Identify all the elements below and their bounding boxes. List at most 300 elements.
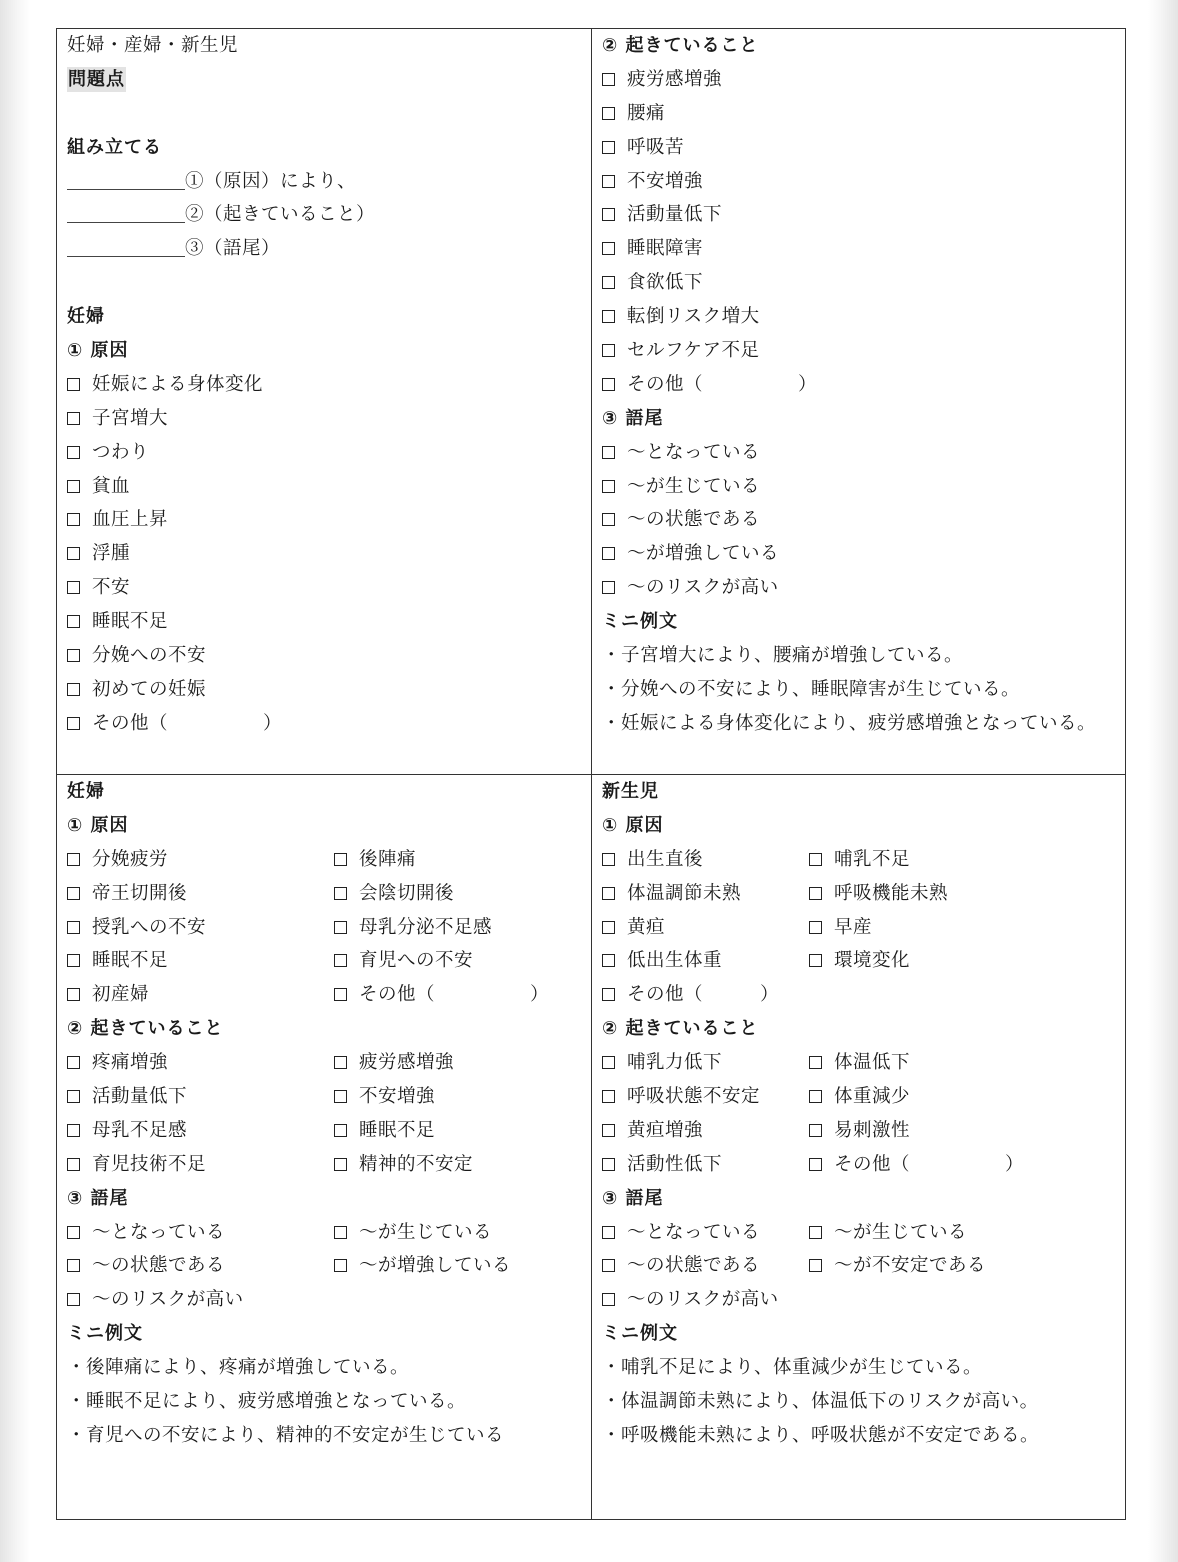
checkbox-label: セルフケア不足 (627, 340, 760, 362)
checkbox-item[interactable] (67, 679, 206, 700)
checkbox-label: 〜のリスクが高い (627, 577, 779, 599)
checkbox-icon[interactable] (809, 887, 822, 900)
checkbox-label: 育児技術不足 (92, 1153, 207, 1175)
checkbox-icon[interactable] (602, 446, 615, 459)
list-column (602, 1046, 809, 1080)
checkbox-item[interactable] (334, 849, 416, 870)
list-row (602, 877, 1126, 911)
checkbox-item[interactable] (67, 1289, 244, 1310)
list-column (334, 944, 473, 978)
list-column (67, 843, 334, 877)
checkbox-item[interactable] (809, 849, 910, 870)
assemble-title: 組み立てる (67, 136, 162, 158)
checkbox-item[interactable] (67, 577, 130, 598)
checkbox-label: 精神的不安定 (359, 1153, 474, 1175)
list-item (602, 334, 1126, 368)
list-item (602, 232, 1126, 266)
list-row (67, 944, 591, 978)
template-line: ②（起きていること） (67, 198, 591, 232)
checkbox-item[interactable] (602, 238, 703, 259)
checkbox-icon[interactable] (67, 1158, 80, 1171)
checkbox-icon[interactable] (67, 988, 80, 1001)
list-column (602, 978, 809, 1012)
checkbox-item[interactable] (67, 984, 149, 1005)
checkbox-icon[interactable] (67, 513, 80, 526)
checkbox-icon[interactable] (602, 378, 615, 391)
checkbox-item[interactable] (334, 1052, 454, 1073)
checkbox-icon[interactable] (67, 378, 80, 391)
list-row (602, 1148, 1126, 1182)
list-row (602, 1216, 1126, 1250)
checkbox-icon[interactable] (334, 921, 347, 934)
happen-title: ② 起きていること (602, 35, 759, 56)
checkbox-icon[interactable] (602, 921, 615, 934)
list-item (67, 368, 591, 402)
checkbox-item[interactable] (334, 1120, 435, 1141)
checkbox-item[interactable] (602, 1086, 760, 1107)
checkbox-item[interactable] (809, 1154, 1024, 1175)
checkbox-label: 〜のリスクが高い (92, 1289, 244, 1311)
cause-title: ① 原因 (67, 814, 129, 836)
checkbox-item[interactable] (602, 1289, 779, 1310)
checkbox-item[interactable] (67, 849, 168, 870)
checkbox-label: その他（ ） (834, 1153, 1025, 1175)
checkbox-label: 睡眠不足 (92, 950, 169, 972)
checkbox-item[interactable] (602, 340, 759, 361)
checkbox-item[interactable] (334, 984, 549, 1005)
list-row (67, 1148, 591, 1182)
checkbox-icon[interactable] (67, 615, 80, 628)
checkbox-item[interactable] (602, 171, 703, 192)
checkbox-icon[interactable] (602, 1259, 615, 1272)
checkbox-icon[interactable] (809, 1259, 822, 1272)
checkbox-icon[interactable] (602, 242, 615, 255)
checkbox-icon[interactable] (602, 547, 615, 560)
checkbox-label: 〜となっている (627, 1221, 761, 1243)
list-column (334, 978, 549, 1012)
checkbox-label: 易刺激性 (834, 1119, 911, 1141)
checkbox-label: 体重減少 (834, 1086, 911, 1108)
list-item (67, 537, 591, 571)
list-column (334, 1046, 454, 1080)
checkbox-item[interactable] (602, 883, 741, 904)
ending-title: ③ 語尾 (602, 407, 664, 429)
checkbox-icon[interactable] (334, 1124, 347, 1137)
checkbox-label: 疲労感増強 (627, 68, 723, 90)
list-column (67, 877, 334, 911)
checkbox-label: 環境変化 (834, 950, 911, 972)
list-column (602, 1148, 809, 1182)
checkbox-item[interactable] (602, 1120, 703, 1141)
checkbox-item[interactable] (67, 645, 206, 666)
checkbox-item[interactable] (334, 950, 473, 971)
checkbox-icon[interactable] (602, 107, 615, 120)
checkbox-item[interactable] (602, 917, 665, 938)
checkbox-item[interactable] (602, 543, 779, 564)
checkbox-icon[interactable] (602, 1226, 615, 1239)
section-title: 妊婦 (67, 781, 105, 802)
list-item (602, 470, 1126, 504)
page-shadow-right (1148, 0, 1178, 1562)
list-column (602, 1283, 809, 1317)
checkbox-item[interactable] (67, 476, 130, 497)
checkbox-item[interactable] (67, 374, 263, 395)
list-column (67, 1114, 334, 1148)
checkbox-icon[interactable] (334, 954, 347, 967)
example-sentence: ・後陣痛により、疼痛が増強している。 (67, 1357, 410, 1379)
checkbox-label: 貧血 (92, 475, 131, 497)
checkbox-item[interactable] (602, 204, 722, 225)
list-column (334, 1114, 435, 1148)
checkbox-label: 〜のリスクが高い (627, 1289, 779, 1311)
checkbox-label: 〜の状態である (627, 509, 761, 531)
checkbox-item[interactable] (602, 1222, 760, 1243)
template-line: ③（語尾） (67, 232, 591, 266)
checkbox-item[interactable] (809, 950, 910, 971)
checkbox-label: 睡眠不足 (359, 1119, 436, 1141)
checkbox-label: 不安増強 (627, 170, 704, 192)
list-row (602, 1046, 1126, 1080)
cell-top-left (57, 29, 591, 774)
list-row (602, 1080, 1126, 1114)
checkbox-icon[interactable] (67, 581, 80, 594)
list-column (67, 1249, 334, 1283)
example-sentence: ・睡眠不足により、疲労感増強となっている。 (67, 1391, 467, 1413)
list-item (602, 131, 1126, 165)
checkbox-icon[interactable] (67, 1124, 80, 1137)
checkbox-label: 〜が増強している (627, 543, 780, 565)
checkbox-label: 育児への不安 (359, 950, 474, 972)
checkbox-label: 睡眠障害 (627, 238, 704, 260)
checkbox-label: 黄疸 (627, 916, 666, 938)
checkbox-icon[interactable] (67, 1090, 80, 1103)
checkbox-icon[interactable] (67, 954, 80, 967)
list-row (602, 911, 1126, 945)
checkbox-icon[interactable] (67, 1226, 80, 1239)
checkbox-label: 不安増強 (359, 1086, 436, 1108)
checkbox-label: 分娩疲労 (92, 848, 169, 870)
checkbox-icon[interactable] (602, 175, 615, 188)
checkbox-icon[interactable] (809, 1158, 822, 1171)
cell-bottom-right (592, 775, 1126, 1519)
checkbox-item[interactable] (67, 1052, 168, 1073)
list-item (602, 537, 1126, 571)
worksheet-table (56, 28, 1126, 1520)
checkbox-item[interactable] (67, 713, 282, 734)
checkbox-label: 活動量低下 (92, 1086, 188, 1108)
checkbox-icon[interactable] (602, 954, 615, 967)
checkbox-icon[interactable] (67, 717, 80, 730)
list-row (602, 1249, 1126, 1283)
checkbox-icon[interactable] (67, 1259, 80, 1272)
checkbox-icon[interactable] (809, 921, 822, 934)
list-column (67, 1216, 334, 1250)
checkbox-label: 呼吸苦 (627, 136, 685, 158)
checkbox-icon[interactable] (67, 412, 80, 425)
checkbox-icon[interactable] (809, 1056, 822, 1069)
blank-underline (67, 238, 185, 257)
section-title: 新生児 (602, 781, 659, 802)
checkbox-item[interactable] (602, 1154, 722, 1175)
list-item (602, 571, 1126, 605)
checkbox-item[interactable] (67, 442, 149, 463)
checkbox-item[interactable] (67, 509, 168, 530)
checkbox-item[interactable] (602, 442, 760, 463)
list-column (602, 1216, 809, 1250)
checkbox-icon[interactable] (809, 1124, 822, 1137)
example-sentence: ・育児への不安により、精神的不安定が生じている (67, 1424, 505, 1446)
checkbox-label: 妊娠による身体変化 (92, 373, 264, 395)
list-column (67, 1148, 334, 1182)
example-title: ミニ例文 (602, 611, 678, 633)
checkbox-icon[interactable] (334, 887, 347, 900)
checkbox-icon[interactable] (602, 310, 615, 323)
checkbox-item[interactable] (809, 1052, 910, 1073)
checkbox-item[interactable] (334, 1255, 511, 1276)
checkbox-icon[interactable] (602, 1090, 615, 1103)
list-column (67, 1283, 334, 1317)
checkbox-label: その他（ ） (627, 373, 818, 395)
checkbox-label: 初めての妊娠 (92, 678, 207, 700)
checkbox-icon[interactable] (602, 73, 615, 86)
checkbox-label: 哺乳力低下 (627, 1052, 723, 1074)
checkbox-item[interactable] (602, 374, 817, 395)
example-title: ミニ例文 (67, 1323, 143, 1345)
checkbox-item[interactable] (67, 1255, 225, 1276)
template-line: ①（原因）により、 (67, 165, 591, 199)
list-column (809, 877, 948, 911)
checkbox-item[interactable] (809, 917, 872, 938)
checkbox-label: 分娩への不安 (92, 645, 207, 667)
checkbox-icon[interactable] (602, 276, 615, 289)
checkbox-label: 母乳分泌不足感 (359, 916, 493, 938)
checkbox-icon[interactable] (602, 1056, 615, 1069)
checkbox-icon[interactable] (334, 1158, 347, 1171)
list-item (602, 198, 1126, 232)
list-item (67, 571, 591, 605)
checkbox-label: 〜の状態である (92, 1255, 226, 1277)
checkbox-item[interactable] (602, 1052, 722, 1073)
checkbox-icon[interactable] (602, 141, 615, 154)
checkbox-label: 転倒リスク増大 (627, 306, 760, 328)
checkbox-icon[interactable] (809, 1090, 822, 1103)
example-sentence: ・妊娠による身体変化により、疲労感増強となっている。 (602, 712, 1097, 734)
checkbox-icon[interactable] (809, 954, 822, 967)
blank-underline (67, 204, 185, 223)
list-column (67, 911, 334, 945)
list-column (809, 944, 910, 978)
checkbox-item[interactable] (67, 1222, 225, 1243)
checkbox-item[interactable] (602, 69, 722, 90)
checkbox-icon[interactable] (67, 547, 80, 560)
checkbox-icon[interactable] (334, 1226, 347, 1239)
list-column (809, 1249, 986, 1283)
list-column (809, 1046, 910, 1080)
checkbox-icon[interactable] (602, 853, 615, 866)
list-item (602, 97, 1126, 131)
checkbox-icon[interactable] (334, 1090, 347, 1103)
checkbox-item[interactable] (602, 509, 760, 530)
checkbox-label: 疼痛増強 (92, 1052, 169, 1074)
list-item (602, 63, 1126, 97)
checkbox-label: 呼吸機能未熟 (834, 882, 949, 904)
checkbox-label: 血圧上昇 (92, 509, 169, 531)
checkbox-icon[interactable] (67, 480, 80, 493)
example-sentence: ・体温調節未熟により、体温低下のリスクが高い。 (602, 1391, 1039, 1413)
list-row (67, 1283, 591, 1317)
checkbox-label: 不安 (92, 577, 131, 599)
list-row (602, 1114, 1126, 1148)
checkbox-icon[interactable] (67, 1293, 80, 1306)
checkbox-item[interactable] (602, 950, 722, 971)
checkbox-label: 哺乳不足 (834, 848, 911, 870)
page-shadow-left (0, 0, 30, 1562)
checkbox-icon[interactable] (602, 480, 615, 493)
list-row (67, 911, 591, 945)
checkbox-icon[interactable] (67, 649, 80, 662)
list-item (602, 300, 1126, 334)
checkbox-icon[interactable] (67, 683, 80, 696)
example-sentence: ・呼吸機能未熟により、呼吸状態が不安定である。 (602, 1424, 1040, 1446)
checkbox-icon[interactable] (809, 1226, 822, 1239)
list-column (334, 877, 454, 911)
cell-bottom-left (57, 775, 591, 1519)
list-row (602, 944, 1126, 978)
checkbox-item[interactable] (809, 1222, 967, 1243)
list-row (67, 1046, 591, 1080)
checkbox-icon[interactable] (602, 581, 615, 594)
checkbox-label: 呼吸状態不安定 (627, 1086, 761, 1108)
list-item (67, 707, 591, 741)
ending-title: ③ 語尾 (67, 1187, 129, 1209)
checkbox-item[interactable] (67, 917, 206, 938)
checkbox-icon[interactable] (334, 988, 347, 1001)
checkbox-icon[interactable] (602, 887, 615, 900)
checkbox-icon[interactable] (809, 853, 822, 866)
checkbox-label: 疲労感増強 (359, 1052, 455, 1074)
list-row (602, 978, 1126, 1012)
checkbox-item[interactable] (602, 1255, 760, 1276)
list-item (67, 470, 591, 504)
list-column (602, 1114, 809, 1148)
checkbox-icon[interactable] (602, 513, 615, 526)
checkbox-icon[interactable] (602, 208, 615, 221)
example-sentence: ・子宮増大により、腰痛が増強している。 (602, 645, 964, 667)
checkbox-icon[interactable] (334, 1056, 347, 1069)
checkbox-item[interactable] (602, 103, 665, 124)
checkbox-icon[interactable] (67, 887, 80, 900)
checkbox-icon[interactable] (67, 921, 80, 934)
list-column (809, 1114, 910, 1148)
checkbox-label: 出生直後 (627, 848, 704, 870)
checkbox-item[interactable] (602, 272, 703, 293)
list-column (67, 944, 334, 978)
checkbox-icon[interactable] (602, 988, 615, 1001)
ending-title: ③ 語尾 (602, 1187, 664, 1209)
checkbox-item[interactable] (602, 577, 779, 598)
list-column (602, 1249, 809, 1283)
checkbox-item[interactable] (334, 1222, 492, 1243)
checkbox-icon[interactable] (67, 446, 80, 459)
list-row (67, 843, 591, 877)
checkbox-item[interactable] (67, 1120, 187, 1141)
checkbox-icon[interactable] (334, 853, 347, 866)
checkbox-label: 〜の状態である (627, 1255, 761, 1277)
checkbox-item[interactable] (602, 849, 703, 870)
list-column (67, 978, 334, 1012)
checkbox-label: 〜となっている (92, 1221, 226, 1243)
list-item (67, 605, 591, 639)
list-item (67, 436, 591, 470)
checkbox-item[interactable] (67, 611, 168, 632)
list-item (602, 266, 1126, 300)
list-column (809, 1148, 1024, 1182)
list-column (809, 911, 872, 945)
checkbox-item[interactable] (809, 1255, 986, 1276)
checkbox-label: 子宮増大 (92, 407, 169, 429)
list-column (602, 944, 809, 978)
checkbox-item[interactable] (602, 137, 684, 158)
checkbox-item[interactable] (334, 1086, 435, 1107)
blank-underline (67, 171, 185, 190)
checkbox-item[interactable] (602, 984, 779, 1005)
checkbox-item[interactable] (809, 1086, 910, 1107)
checkbox-item[interactable] (67, 1154, 206, 1175)
list-column (334, 843, 416, 877)
checkbox-label: 〜が生じている (627, 475, 761, 497)
list-row (67, 1114, 591, 1148)
list-column (809, 1216, 967, 1250)
list-column (334, 1080, 435, 1114)
checkbox-icon[interactable] (602, 1124, 615, 1137)
checkbox-icon[interactable] (602, 1158, 615, 1171)
checkbox-item[interactable] (602, 306, 760, 327)
checkbox-icon[interactable] (67, 1056, 80, 1069)
checkbox-icon[interactable] (602, 344, 615, 357)
checkbox-icon[interactable] (67, 853, 80, 866)
checkbox-item[interactable] (602, 476, 760, 497)
checkbox-item[interactable] (334, 1154, 473, 1175)
checkbox-item[interactable] (809, 1120, 910, 1141)
list-column (67, 1080, 334, 1114)
checkbox-label: 帝王切開後 (92, 882, 188, 904)
checkbox-item[interactable] (334, 917, 492, 938)
checkbox-item[interactable] (334, 883, 454, 904)
happen-title: ② 起きていること (602, 1018, 759, 1040)
list-item (67, 402, 591, 436)
checkbox-item[interactable] (67, 883, 187, 904)
checkbox-item[interactable] (67, 1086, 187, 1107)
checkbox-item[interactable] (67, 950, 168, 971)
checkbox-item[interactable] (809, 883, 948, 904)
checkbox-label: 授乳への不安 (92, 916, 207, 938)
checkbox-label: 母乳不足感 (92, 1119, 188, 1141)
checkbox-label: 活動量低下 (627, 204, 723, 226)
list-column (334, 1249, 511, 1283)
checkbox-item[interactable] (67, 543, 130, 564)
checkbox-icon[interactable] (334, 1259, 347, 1272)
checkbox-label: 睡眠不足 (92, 611, 169, 633)
checkbox-icon[interactable] (602, 1293, 615, 1306)
list-item (602, 368, 1126, 402)
checkbox-label: 早産 (834, 916, 873, 938)
example-sentence: ・分娩への不安により、睡眠障害が生じている。 (602, 678, 1021, 700)
list-column (334, 1216, 492, 1250)
sheet-header: 妊婦・産婦・新生児 (67, 35, 239, 56)
checkbox-item[interactable] (67, 408, 168, 429)
list-item (602, 503, 1126, 537)
list-column (602, 1080, 809, 1114)
